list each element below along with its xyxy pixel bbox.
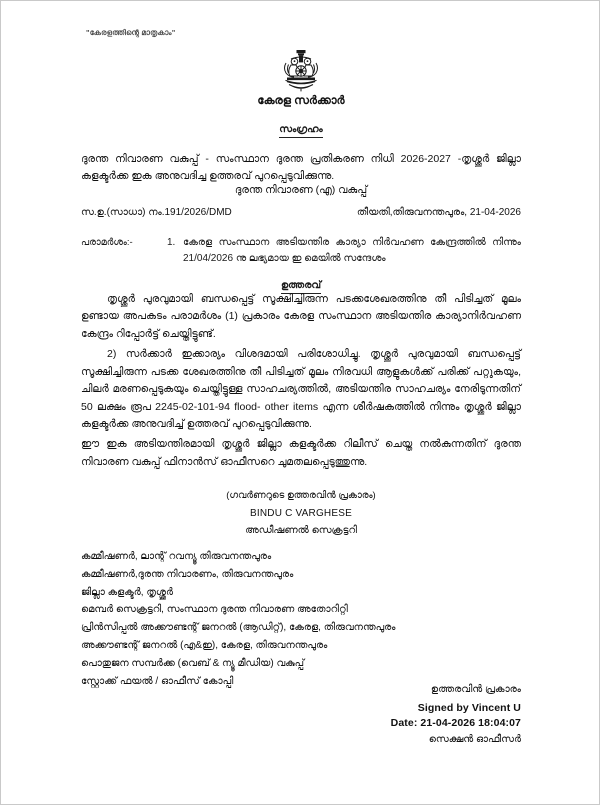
reference-item [167,235,521,267]
reference-item-number: 1. [167,237,176,248]
list-item: മെമ്പർ സെക്രട്ടറി, സംസ്ഥാന ദുരന്ത നിവാരണ അതോറിറ്റി [81,604,348,616]
order-body [81,291,521,474]
list-item: പ്രിൻസിപ്പൽ അക്കൗണ്ടന്റ് ജനറൽ (ആഡിറ്റ്), കേരള, തിരുവനന്തപുരം [81,622,396,634]
order-heading: ഉത്തരവ് [281,279,321,294]
date-and-place: തീയതി,തിരുവനന്തപുരം, 21-04-2026 [356,207,521,218]
emblem-block [81,47,521,108]
signature-block [81,488,521,540]
section-officer-designation: സെക്ഷൻ ഓഫീസർ [428,734,521,746]
distribution-list [81,548,521,690]
order-paragraph-2: 2) സർക്കാർ ഇക്കാര്യം വിശദമായി പരിശോധിച്ചു. തൃശ്ശൂർ പുരവുമായി ബന്ധപ്പെട്ട് സൂക്ഷിച്ചിരുന്ന പടക്ക ശേഖരത്തിനു തീ പിടിച്ചത് മൂലം നിരവധി ആളുകൾക്ക് പരിക്ക് പറ്റുകയും, ചിലർ മരണപ്പെടുകയും ചെയ്തിട്ടുള്ള സാഹചര്യത്തിൽ, അടിയന്തിര സാഹചര്യം നേരിടുന്നതിന് 50 ലക്ഷം രൂപ 2245-02-101-94 flood- other items എന്ന ശീർഷകത്തിൽ നിന്നും തൃശ്ശൂർ ജില്ലാ കളക്ടർക്ക അനുവദിച്ച് ഉത്തരവ് പുറപ്പെടുവിക്കുന്നു. [81,348,521,430]
by-order-of-governor: (ഗവർണറുടെ ഉത്തരവിൻ പ്രകാരം) [226,490,376,501]
department-line: ദുരന്ത നിവാരണ (എ) വകുപ്പ് [234,184,368,196]
list-item: ജില്ലാ കളക്ടർ, തൃശ്ശൂർ [81,586,173,598]
by-order-label: ഉത്തരവിൻ പ്രകാരം [430,684,521,695]
signatory-name: BINDU C VARGHESE [250,507,352,519]
list-item: കമ്മീഷണർ,ദുരന്ത നിവാരണം, തിരുവനന്തപുരം [81,568,294,580]
list-item: അക്കൗണ്ടന്റ് ജനറൽ (എ&ഇ), കേരള, തിരുവനന്തപുരം [81,639,328,651]
digital-signature-date: Date: 21-04-2026 18:04:07 [390,717,521,730]
reference-section [81,235,521,267]
order-paragraph-1: തൃശ്ശൂർ പുരവുമായി ബന്ധപ്പെട്ട് സൂക്ഷിച്ചിരുന്ന പടക്കശേഖരത്തിനു തീ പിടിച്ചത് മൂലം ഉണ്ടായ അപകടം പരാമർശം (1) പ്രകാരം കേരള സംസ്ഥാന അടിയന്തിര കാര്യാനിർവഹണ കേന്ദ്രം റിപ്പോർട്ട് ചെയ്തിട്ടുണ്ട്. [81,293,521,340]
list-item: കമ്മീഷണർ, ലാന്റ് റവന്യൂ തിരുവനന്തപുരം [81,551,272,562]
kerala-government-emblem-icon [274,47,328,93]
digital-signature-signed-by: Signed by Vincent U [417,702,521,714]
order-meta-row [81,207,521,218]
signatory-designation: അഡീഷണൽ സെക്രട്ടറി [245,525,357,537]
subject-block [81,119,521,185]
digital-signature-block [261,684,521,745]
reference-items [151,235,521,267]
subject-heading-wrap [81,119,521,138]
reference-item-text: കേരള സംസ്ഥാന അടിയന്തിര കാര്യാ നിർവഹണ കേന്ദ്രത്തിൽ നിന്നും 21/04/2026 നു ലഭ്യമായ ഇ മെയിൽ സന്ദേശം [183,237,521,264]
order-paragraph-3: ഈ ഇക അടിയന്തിരമായി തൃശ്ശൂർ ജില്ലാ കളക്ടർക്ക റിലീസ് ചെയ്ത നൽകുന്നതിന് ദുരന്ത നിവാരണ വകുപ്പ് ഫിനാൻസ് ഓഫീസറെ ചുമതലപ്പെടുത്തുന്നു. [81,438,521,468]
list-item: സ്റ്റോക്ക് ഫയൽ / ഓഫീസ് കോപ്പി [81,675,234,687]
reference-label: പരാമർശം:- [81,237,133,248]
page-top-caption: "കേരളത്തിന്റെ മാതൃകാം" [86,28,176,37]
subject-text: ദുരന്ത നിവാരണ വകുപ്പ് - സംസ്ഥാന ദുരന്ത പ്രതികരണ നിധി 2026-2027 -തൃശ്ശൂർ ജില്ലാ കളക്ടർക്ക ഇക അനുവദിച്ച ഉത്തരവ് പുറപ്പെടുവിക്കുന്നു. [81,152,521,182]
emblem-caption: കേരള സർക്കാർ [257,95,345,107]
go-number: സ.ഉ.(സാധാ) നം.191/2026/DMD [81,207,232,218]
subject-heading: സംഗ്രഹം [279,123,323,138]
list-item: പൊതുജന സമ്പർക്ക (വെബ് & ന്യൂ മീഡിയ) വകുപ്പ് [81,657,305,669]
